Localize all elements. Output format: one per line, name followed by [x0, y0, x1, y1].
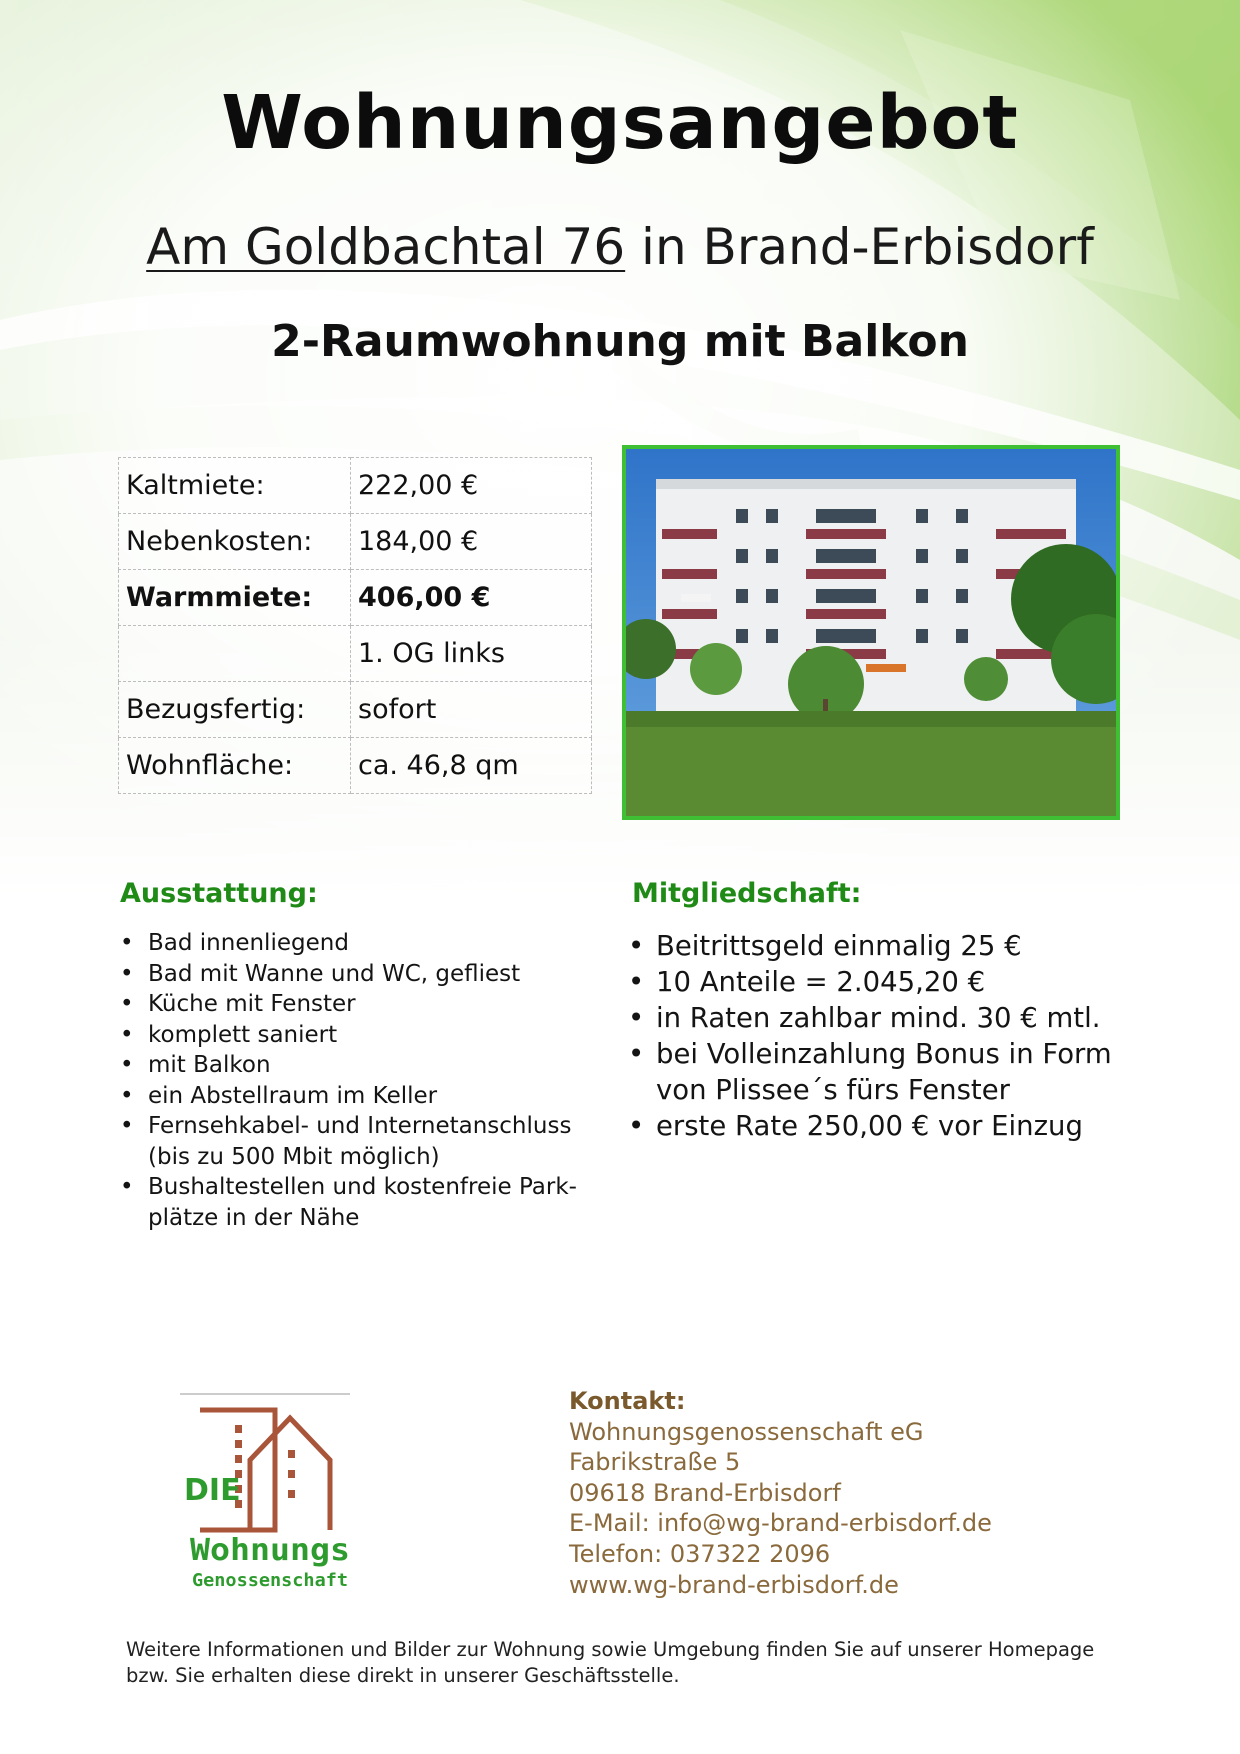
detail-value: 222,00 €: [351, 458, 592, 514]
mitgliedschaft-list: [628, 928, 1148, 1144]
table-row: [119, 458, 592, 514]
contact-city: 09618 Brand-Erbisdorf: [569, 1478, 841, 1507]
list-item: • Bad innenliegend: [120, 928, 610, 959]
detail-label: Wohnfläche:: [119, 738, 351, 794]
detail-label: Kaltmiete:: [119, 458, 351, 514]
list-item: • Fernsehkabel- und Internetanschluss (bis zu 500 Mbit möglich): [120, 1111, 610, 1172]
list-item: • 10 Anteile = 2.045,20 €: [628, 964, 1148, 1000]
logo-die: DIE: [184, 1473, 241, 1508]
detail-value: 184,00 €: [351, 514, 592, 570]
contact-block: [569, 1386, 992, 1600]
detail-label: [119, 626, 351, 682]
list-item: • Küche mit Fenster: [120, 989, 610, 1020]
property-address: [0, 218, 1240, 276]
contact-heading: Kontakt:: [569, 1387, 686, 1415]
detail-value: 1. OG links: [351, 626, 592, 682]
address-city: in Brand-Erbisdorf: [625, 218, 1094, 276]
detail-label: Nebenkosten:: [119, 514, 351, 570]
page-title: Wohnungsangebot: [221, 80, 1019, 166]
building-photo: [622, 445, 1120, 820]
list-item: • mit Balkon: [120, 1050, 610, 1081]
ausstattung-list: [120, 928, 610, 1233]
logo-genossenschaft: Genossenschaft: [192, 1570, 348, 1591]
detail-value: 406,00 €: [351, 570, 592, 626]
list-item: • bei Volleinzahlung Bonus in Form von Plissee´s fürs Fenster: [628, 1036, 1148, 1108]
list-item: • Bushaltestellen und kostenfreie Park-plätze in der Nähe: [120, 1172, 610, 1233]
company-logo: [180, 1390, 360, 1600]
mitgliedschaft-heading: Mitgliedschaft:: [632, 878, 862, 909]
building-illustration: [626, 449, 1116, 816]
apartment-type: 2-Raumwohnung mit Balkon: [271, 316, 969, 367]
table-row: [119, 570, 592, 626]
list-item: • komplett saniert: [120, 1020, 610, 1051]
rent-details-table: [118, 457, 592, 794]
list-item: • Beitrittsgeld einmalig 25 €: [628, 928, 1148, 964]
list-item: • Bad mit Wanne und WC, gefliest: [120, 959, 610, 990]
table-row: [119, 682, 592, 738]
logo-wohnungs: Wohnungs: [190, 1533, 350, 1568]
table-row: [119, 626, 592, 682]
contact-website[interactable]: www.wg-brand-erbisdorf.de: [569, 1570, 899, 1599]
table-row: [119, 738, 592, 794]
contact-email[interactable]: E-Mail: info@wg-brand-erbisdorf.de: [569, 1509, 992, 1538]
list-item: • erste Rate 250,00 € vor Einzug: [628, 1108, 1148, 1144]
address-street: Am Goldbachtal 76: [146, 218, 626, 276]
list-item: • in Raten zahlbar mind. 30 € mtl.: [628, 1000, 1148, 1036]
detail-label: Bezugsfertig:: [119, 682, 351, 738]
detail-value: ca. 46,8 qm: [351, 738, 592, 794]
contact-street: Fabrikstraße 5: [569, 1448, 741, 1477]
detail-label: Warmmiete:: [119, 570, 351, 626]
detail-value: sofort: [351, 682, 592, 738]
list-item: • ein Abstellraum im Keller: [120, 1081, 610, 1112]
footer-note: Weitere Informationen und Bilder zur Wohnung sowie Umgebung finden Sie auf unserer Homepage bzw. Sie erhalten diese direkt in unserer Geschäftsstelle.: [126, 1638, 1095, 1687]
ausstattung-heading: Ausstattung:: [120, 878, 318, 909]
contact-org: Wohnungsgenossenschaft eG: [569, 1417, 924, 1446]
contact-phone: Telefon: 037322 2096: [569, 1539, 831, 1568]
table-row: [119, 514, 592, 570]
